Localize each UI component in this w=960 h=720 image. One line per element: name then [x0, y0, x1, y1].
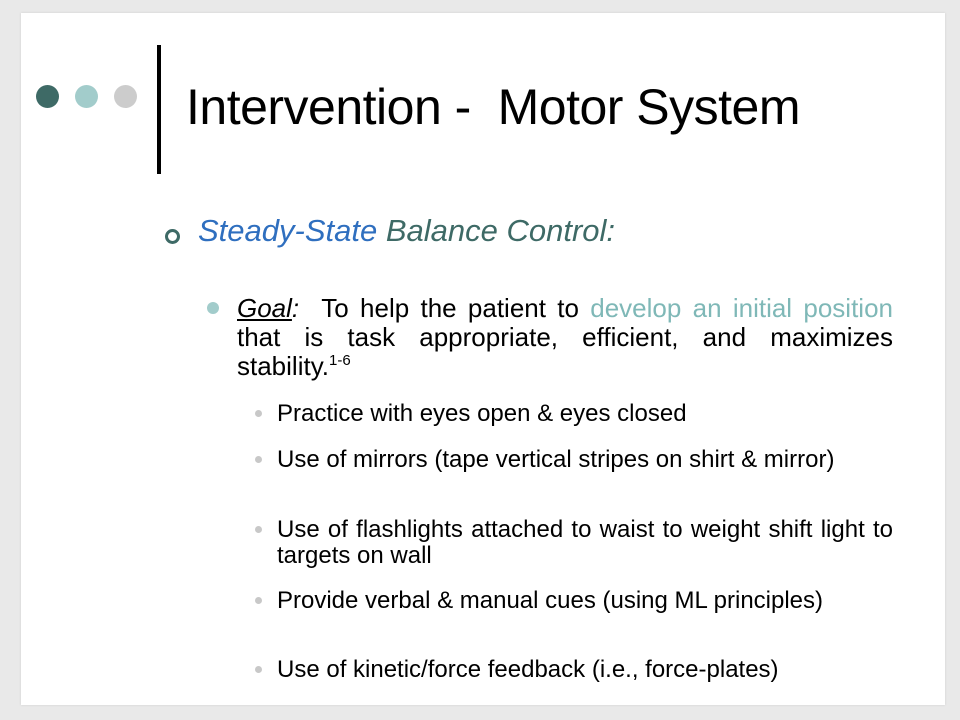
- heading-emphasis: Steady-State: [198, 213, 378, 248]
- small-bullet-icon: [255, 456, 262, 463]
- heading-rest: Balance Control:: [377, 213, 616, 248]
- list-item: Practice with eyes open & eyes closed: [277, 400, 687, 427]
- decorative-dot-teal: [75, 85, 98, 108]
- list-item: Use of kinetic/force feedback (i.e., force-plates): [277, 656, 779, 683]
- small-bullet-icon: [255, 597, 262, 604]
- circle-bullet-icon: [165, 229, 180, 244]
- dot-bullet-icon: [207, 302, 219, 314]
- goal-text-after: that is task appropriate, efficient, and maximizes stability.: [237, 293, 908, 381]
- title-divider: [157, 45, 161, 174]
- slide-title: Intervention - Motor System: [186, 79, 801, 135]
- goal-highlight: develop an initial position: [590, 293, 893, 323]
- goal-paragraph: [237, 293, 908, 381]
- section-heading: [198, 213, 615, 249]
- citation-superscript: 1-6: [329, 352, 351, 369]
- list-item: Provide verbal & manual cues (using ML principles): [277, 587, 824, 614]
- list-item: Use of flashlights attached to waist to weight shift light to targets on wall: [277, 516, 893, 569]
- list-item: Use of mirrors (tape vertical stripes on shirt & mirror): [277, 446, 835, 473]
- small-bullet-icon: [255, 526, 262, 533]
- decorative-dot-gray: [114, 85, 137, 108]
- goal-text-before: To help the patient to: [299, 293, 591, 323]
- goal-label: Goal: [237, 293, 292, 323]
- small-bullet-icon: [255, 410, 262, 417]
- goal-colon: :: [291, 293, 300, 323]
- small-bullet-icon: [255, 666, 262, 673]
- decorative-dot-dark: [36, 85, 59, 108]
